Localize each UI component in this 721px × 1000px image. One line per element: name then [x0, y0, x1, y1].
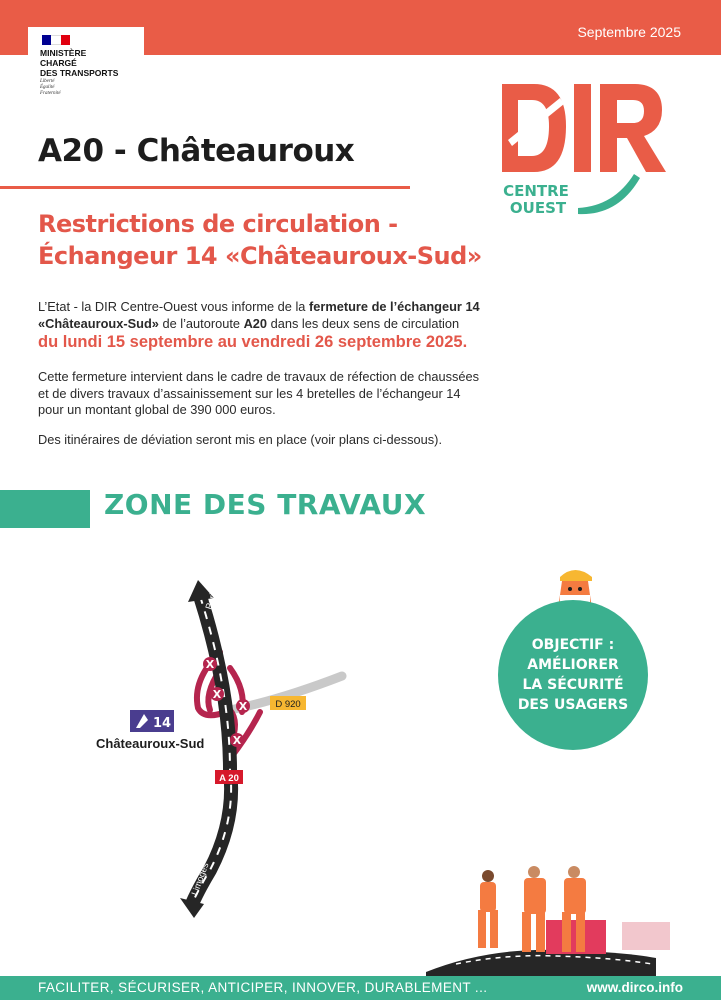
intro-paragraph: L’Etat - la DIR Centre-Ouest vous informe de la fermeture de l’échangeur 14 «Châteauroux-Sud» de l’autoroute A20 dans les deux sens de circulation [38, 299, 480, 331]
svg-text:X: X [238, 700, 248, 713]
svg-text:X: X [232, 734, 242, 747]
subtitle: Restrictions de circulation - Échangeur 14 «Châteauroux-Sud» [38, 210, 482, 270]
detour-paragraph: Des itinéraires de déviation seront mis en place (voir plans ci-dessous). [38, 432, 442, 447]
ministry-name: MINISTÈRE CHARGÉ DES TRANSPORTS [40, 48, 119, 78]
footer-slogan: FACILITER, SÉCURISER, ANTICIPER, INNOVER, DURABLEMENT ... [38, 980, 488, 995]
footer-website[interactable]: www.dirco.info [586, 980, 683, 995]
republic-motto: Liberté Égalité Fraternité [40, 79, 61, 96]
page-title: A20 - Châteauroux [38, 133, 355, 169]
exit-name: Châteauroux-Sud [96, 736, 205, 751]
dir-logo-line2: OUEST [509, 199, 567, 217]
dir-centre-ouest-logo [494, 78, 684, 220]
closure-dates: du lundi 15 septembre au vendredi 26 septembre 2025. [38, 333, 468, 351]
french-flag-icon [42, 35, 70, 45]
title-underline [0, 186, 410, 189]
publication-date: Septembre 2025 [577, 24, 681, 40]
section-bar [0, 490, 90, 528]
works-paragraph: Cette fermeture intervient dans le cadre de travaux de réfection de chaussées et de divers travaux d’assainissement sur les 4 bretelles de l’échangeur 14 pour un montant global de 390 000 euros. [38, 369, 480, 417]
svg-text:X: X [205, 658, 215, 671]
ministry-logo [28, 27, 144, 103]
footer [0, 976, 721, 1000]
road-workers-illustration [426, 860, 686, 980]
a20-label: A 20 [219, 773, 239, 784]
objective-badge: OBJECTIF : AMÉLIORER LA SÉCURITÉ DES USAGERS [498, 600, 648, 750]
exit-number: 14 [152, 716, 172, 731]
svg-text:X: X [212, 688, 222, 701]
south-label: Limoges [189, 861, 211, 897]
d920-label: D 920 [275, 699, 301, 710]
dir-logo-line1: CENTRE [503, 182, 569, 200]
works-zone-map [80, 560, 380, 940]
north-label: Paris [203, 588, 220, 611]
section-title: ZONE DES TRAVAUX [104, 488, 427, 521]
